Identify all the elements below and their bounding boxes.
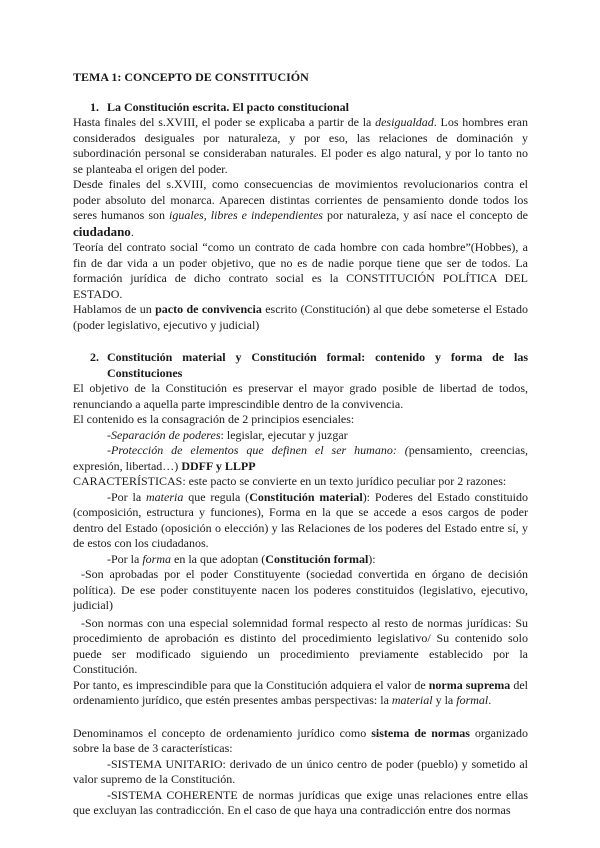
characteristics-intro: CARACTERÍSTICAS: este pacto se convierte en un texto jurídico peculiar por 2 razones:: [73, 474, 507, 488]
ordenamiento-intro: Denominamos el concepto de ordenamiento jurídico como sistema de normas organizado sobre la base de 3 características:: [73, 725, 528, 755]
s1-paragraph-2: Desde finales del s.XVIII, como consecuencias de movimientos revolucionarios contra el poder absoluto del monarca. Aparecen distintas corrientes de pensamiento donde todos los seres humanos son iguales, libres e independientes por naturaleza, y así nace el concepto de ciudadano.: [73, 177, 528, 239]
sistema-coherente: -SISTEMA COHERENTE de normas jurídicas que exige unas relaciones entre ellas que excluyan las contradicción. En el caso de que haya una contradicción entre dos normas: [73, 787, 528, 817]
s1-paragraph-3: Teoría del contrato social “como un contrato de cada hombre con cada hombre”(Hobbes), a fin de dar vida a un poder objetivo, que no es de nadie porque tiene que ser de todos. La formación jurídica de dicho contrato social es la CONSTITUCIÓN POLÍTICA DEL ESTADO.: [73, 240, 528, 301]
section-2-title: Constitución material y Constitución formal: contenido y forma de las Constituciones: [107, 350, 528, 380]
characteristic-materia: -Por la materia que regula (Constitución material): Poderes del Estado constituido (composición, estructura y funciones), Forma en la que se accede a esos cargos de poder dentro del Estado (oposición o elección) y las Relaciones de los poderes del Estado entre sí, y de estos con los ciudadanos.: [73, 489, 529, 550]
principle-1: -Separación de poderes: legislar, ejecutar y juzgar: [107, 427, 348, 442]
s1-paragraph-1: Hasta finales del s.XVIII, el poder se explicaba a partir de la desigualdad. Los hombres eran considerados desiguales por naturaleza, y por eso, las relaciones de dominación y subordinación personal se consideraban naturales. El poder es algo natural, y por lo tanto no se planteaba el origen del poder.: [73, 115, 528, 176]
forma-point-1: -Son aprobadas por el poder Constituyente (sociedad convertida en órgano de decisión política). De ese poder constituyente nacen los poderes constituidos (legislativo, ejecutivo, judicial): [73, 567, 528, 612]
section-2-heading: [73, 350, 528, 381]
forma-point-2: -Son normas con una especial solemnidad formal respecto al resto de normas jurídicas: Su procedimiento de aprobación es distinto del procedimiento legislativo/ Su contenido solo puede ser modificado siguiendo un procedimiento previamente establecido por la Constitución.: [73, 615, 528, 676]
section-1-heading: [73, 100, 528, 116]
characteristic-forma: -Por la forma en la que adoptan (Constitución formal):: [107, 551, 376, 566]
s2-paragraph-1: El objetivo de la Constitución es preservar el mayor grado posible de libertad de todos, renunciando a aquella parte imprescindible dentro de la convivencia.: [73, 381, 528, 411]
document-body: [73, 70, 528, 819]
section-1-title: La Constitución escrita. El pacto constitucional: [107, 99, 349, 114]
s2-paragraph-2: El contenido es la consagración de 2 principios esenciales:: [73, 412, 355, 426]
s2-conclusion: Por tanto, es imprescindible para que la Constitución adquiera el valor de norma suprema del ordenamiento jurídico, que estén presentes ambas perspectivas: la material y la formal.: [73, 677, 528, 707]
principle-2: -Protección de elementos que definen el ser humano: (pensamiento, creencias, expresión, libertad…) DDFF y LLPP: [73, 443, 528, 473]
section-2-number: 2.: [90, 350, 99, 364]
section-1-number: 1.: [90, 99, 99, 114]
sistema-unitario: -SISTEMA UNITARIO: derivado de un único centro de poder (pueblo) y sometido al valor supremo de la Constitución.: [73, 756, 528, 786]
s1-paragraph-4: Hablamos de un pacto de convivencia escrito (Constitución) al que debe someterse el Estado (poder legislativo, ejecutivo y judicial): [73, 302, 529, 332]
page-title: TEMA 1: CONCEPTO DE CONSTITUCIÓN: [73, 70, 309, 84]
